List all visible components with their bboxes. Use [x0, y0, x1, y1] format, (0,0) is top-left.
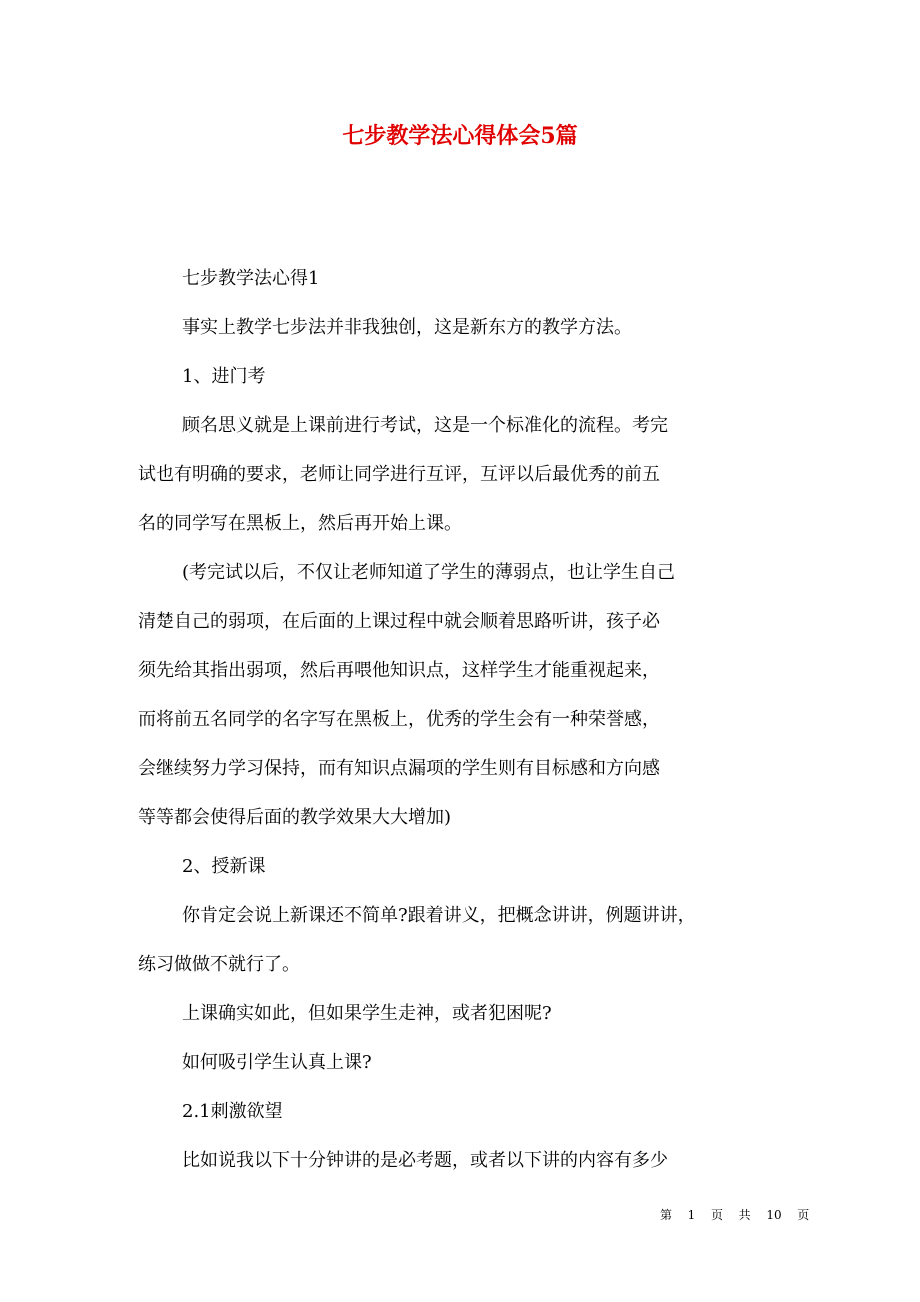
footer-label-total: 共 [738, 1208, 751, 1222]
footer-total-pages: 10 [766, 1208, 782, 1222]
body-line: 如何吸引学生认真上课? [182, 1052, 372, 1073]
body-line: 等等都会使得后面的教学效果大大增加) [138, 807, 452, 828]
body-line: 练习做做不就行了。 [138, 954, 300, 975]
body-line: 清楚自己的弱项，在后面的上课过程中就会顺着思路听讲，孩子必 [138, 611, 660, 632]
body-line: 2.1刺激欲望 [182, 1101, 283, 1122]
body-line: 须先给其指出弱项，然后再喂他知识点，这样学生才能重视起来， [138, 660, 660, 681]
footer-label-page: 页 [710, 1208, 723, 1222]
body-line: 会继续努力学习保持，而有知识点漏项的学生则有目标感和方向感 [138, 758, 660, 779]
footer-current-page: 1 [687, 1208, 696, 1222]
page-footer [660, 1206, 810, 1224]
body-line: 事实上教学七步法并非我独创，这是新东方的教学方法。 [182, 317, 632, 338]
body-line: 你肯定会说上新课还不简单?跟着讲义，把概念讲讲，例题讲讲， [182, 905, 696, 926]
body-line: 1、进门考 [182, 366, 266, 387]
body-line: 名的同学写在黑板上，然后再开始上课。 [138, 513, 462, 534]
body-line: 2、授新课 [182, 856, 266, 877]
body-line: 试也有明确的要求，老师让同学进行互评，互评以后最优秀的前五 [138, 464, 660, 485]
body-line: (考完试以后，不仅让老师知道了学生的薄弱点，也让学生自己 [182, 562, 676, 583]
footer-label-before: 第 [660, 1208, 673, 1222]
body-line: 顾名思义就是上课前进行考试，这是一个标准化的流程。考完 [182, 415, 668, 436]
body-line: 比如说我以下十分钟讲的是必考题，或者以下讲的内容有多少 [182, 1150, 668, 1171]
body-line: 上课确实如此，但如果学生走神，或者犯困呢? [182, 1003, 552, 1024]
footer-label-after: 页 [797, 1208, 810, 1222]
document-title: 七步教学法心得体会5篇 [342, 123, 578, 149]
document-body [138, 268, 696, 1199]
body-line: 而将前五名同学的名字写在黑板上，优秀的学生会有一种荣誉感， [138, 709, 660, 730]
body-line: 七步教学法心得1 [182, 268, 320, 289]
